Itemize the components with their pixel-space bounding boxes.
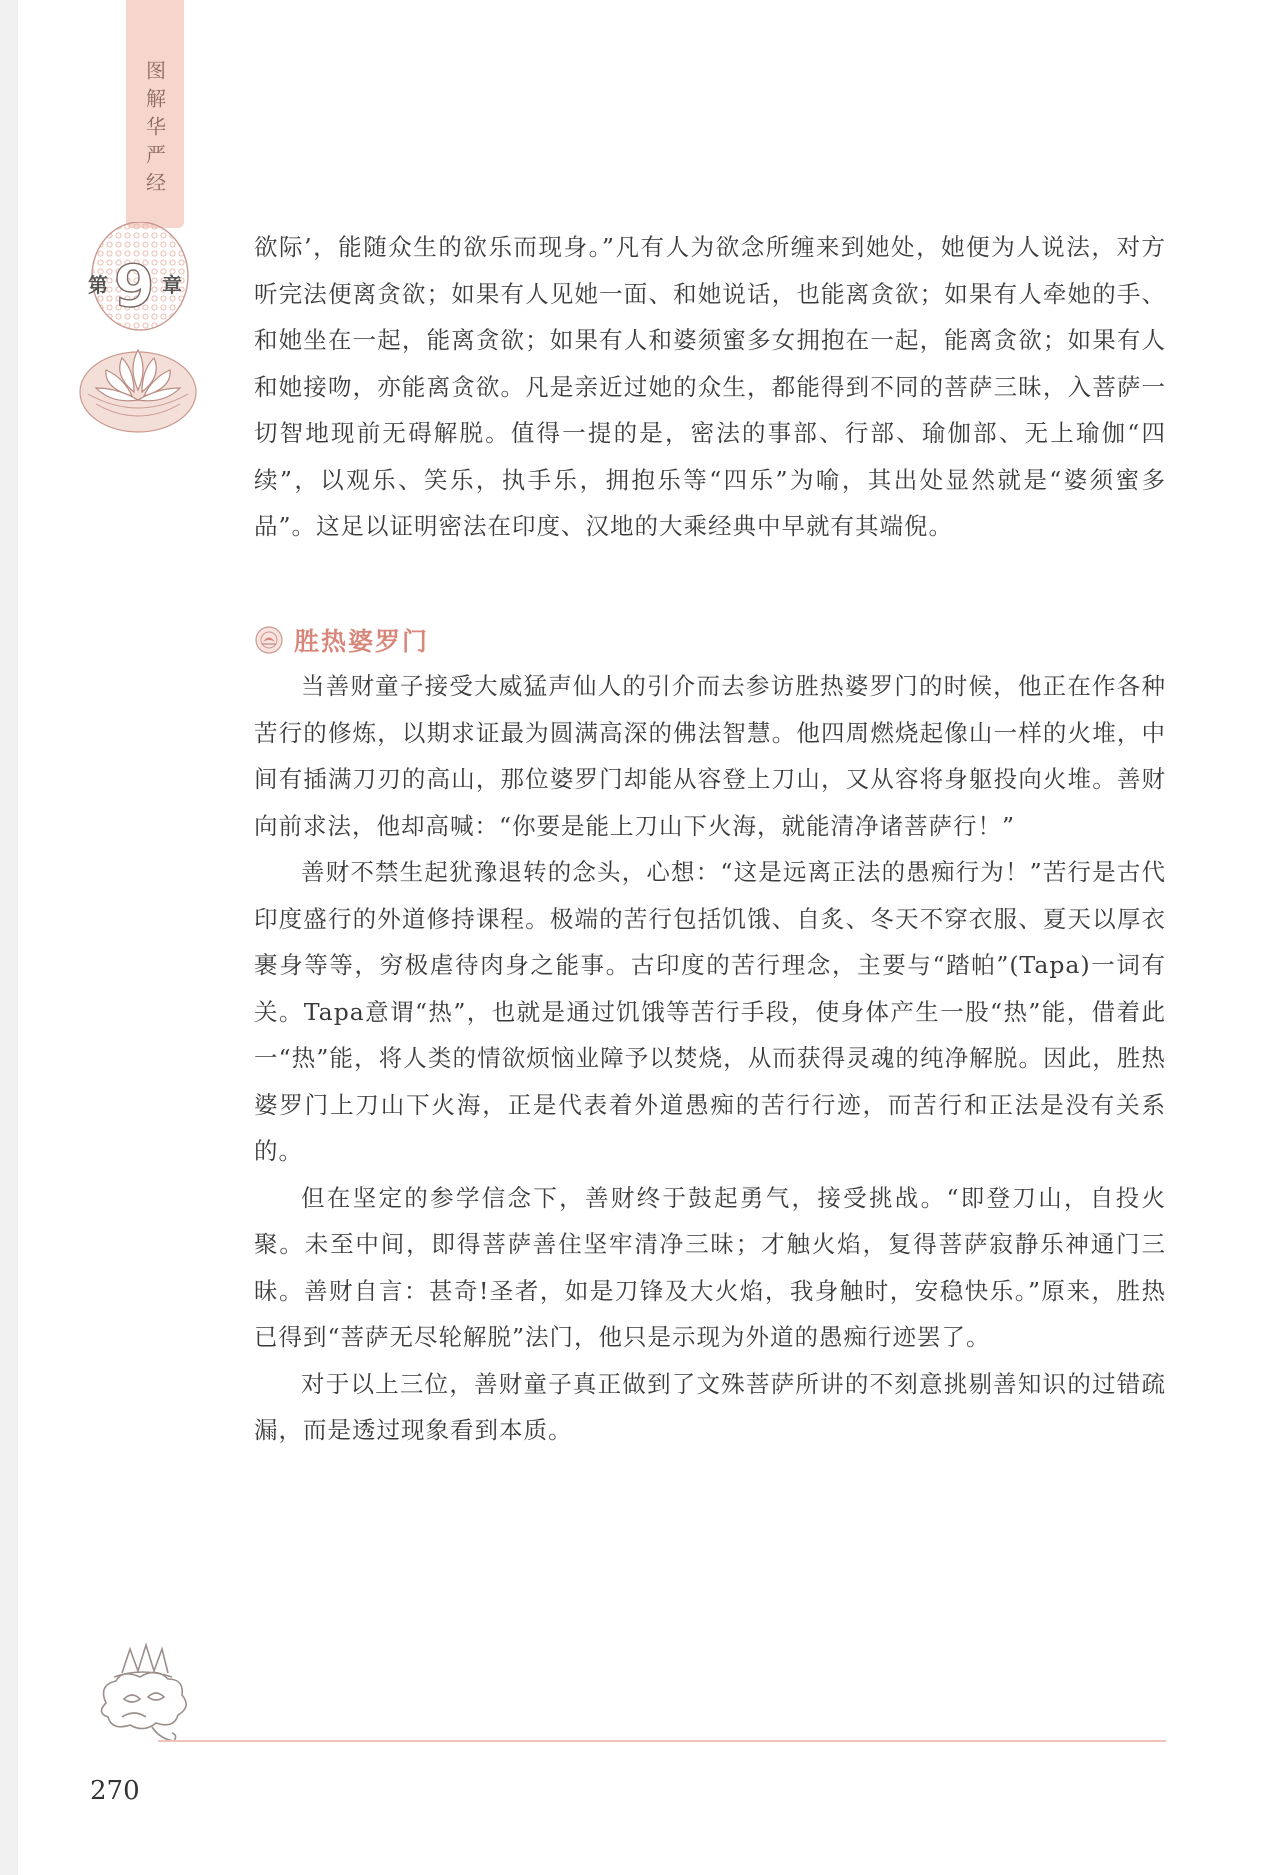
chapter-badge: [78, 222, 198, 442]
chapter-number: 9: [114, 252, 155, 320]
chapter-suffix: 章: [162, 273, 182, 297]
opening-paragraph: 欲际’，能随众生的欲乐而现身。”凡有人为欲念所缠来到她处，她便为人说法，对方听完法便离贪欲；如果有人见她一面、和她说话，也能离贪欲；如果有人牵她的手、和她坐在一起，能离贪欲；如果有人和婆须蜜多女拥抱在一起，能离贪欲；如果有人和她接吻，亦能离贪欲。凡是亲近过她的众生，都能得到不同的菩萨三昧，入菩萨一切智地现前无碍解脱。值得一提的是，密法的事部、行部、瑜伽部、无上瑜伽“四续”，以观乐、笑乐，执手乐，拥抱乐等“四乐”为喻，其出处显然就是“婆须蜜多品”。这足以证明密法在印度、汉地的大乘经典中早就有其端倪。: [254, 233, 1166, 540]
footer-rule: [158, 1740, 1166, 1742]
body-paragraph: 当善财童子接受大威猛声仙人的引介而去参访胜热婆罗门的时候，他正在作各种苦行的修炼，以期求证最为圆满高深的佛法智慧。他四周燃烧起像山一样的火堆，中间有插满刀刃的高山，那位婆罗门却能从容登上刀山，又从容将身躯投向火堆。善财向前求法，他却高喊：“你要是能上刀山下火海，就能清净诸菩萨行！”: [254, 672, 1166, 840]
book-page: [18, 0, 1285, 1875]
body-paragraph: 但在坚定的参学信念下，善财终于鼓起勇气，接受挑战。“即登刀山，自投火聚。未至中间，即得菩萨善住坚牢清净三昧；才触火焰，复得菩萨寂静乐神通门三昧。善财自言：甚奇!圣者，如是刀锋及大火焰，我身触时，安稳快乐。”原来，胜热已得到“菩萨无尽轮解脱”法门，他只是示现为外道的愚痴行迹罢了。: [254, 1183, 1166, 1351]
chapter-prefix: 第: [88, 273, 108, 297]
body-paragraph: 善财不禁生起犹豫退转的念头，心想：“这是远离正法的愚痴行为！”苦行是古代印度盛行的外道修持课程。极端的苦行包括饥饿、自炙、冬天不穿衣服、夏天以厚衣裹身等等，穷极虐待肉身之能事。古印度的苦行理念，主要与“踏帕”(Tapa)一词有关。Tapa意谓“热”，也就是通过饥饿等苦行手段，使身体产生一股“热”能，借着此一“热”能，将人类的情欲烦恼业障予以焚烧，从而获得灵魂的纯净解脱。因此，胜热婆罗门上刀山下火海，正是代表着外道愚痴的苦行行迹，而苦行和正法是没有关系的。: [254, 858, 1166, 1165]
lotus-bullet-icon: [254, 625, 284, 655]
section-body: [254, 663, 1166, 1454]
body-paragraph: 对于以上三位，善财童子真正做到了文殊菩萨所讲的不刻意挑剔善知识的过错疏漏，而是透过现象看到本质。: [254, 1369, 1166, 1444]
page-number: 270: [90, 1776, 140, 1806]
section-heading-text: 胜热婆罗门: [294, 627, 430, 656]
book-title: 图解华严经: [142, 60, 167, 200]
opening-paragraph-block: [254, 224, 1166, 550]
section-heading: [254, 622, 429, 658]
chapter-sidebar: [78, 0, 188, 440]
auspicious-cloud-icon: [92, 1633, 192, 1748]
